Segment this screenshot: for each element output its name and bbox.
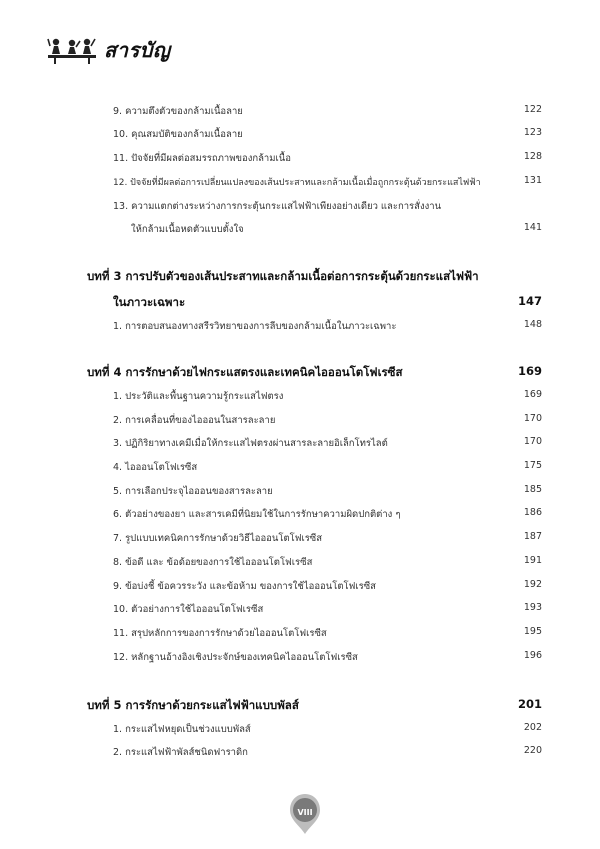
toc-entry-page: 122	[523, 104, 542, 115]
toc-entry-page: 170	[523, 413, 542, 424]
toc-entry: 8. ข้อดี และ ข้อด้อยของการใช้ไอออนโตโฟเรซีส	[113, 557, 313, 568]
chapter-5-title: บทที่ 5 การรักษาด้วยกระแสไฟฟ้าแบบพัลส์	[87, 698, 299, 712]
toc-entry: 2. กระแสไฟฟ้าพัลส์ชนิดฟาราดิก	[113, 747, 248, 758]
chapter-3-title: บทที่ 3 การปรับตัวของเส้นประสาทและกล้ามเนื้อต่อการกระตุ้นด้วยกระแสไฟฟ้า	[87, 269, 479, 283]
toc-entry: 1. การตอบสนองทางสรีรวิทยาของการลีบของกล้ามเนื้อในภาวะเฉพาะ	[113, 321, 397, 332]
toc-entry: 10. คุณสมบัติของกล้ามเนื้อลาย	[113, 129, 243, 140]
toc-entry: 9. ความตึงตัวของกล้ามเนื้อลาย	[113, 106, 243, 117]
toc-entry: 3. ปฏิกิริยาทางเคมีเมื่อให้กระแสไฟตรงผ่านสารละลายอิเล็กโทรไลต์	[113, 438, 388, 449]
toc-entry: 7. รูปแบบเทคนิคการรักษาด้วยวิธีไอออนโตโฟเรซีส	[113, 533, 323, 544]
toc-entry-page: 220	[523, 745, 542, 756]
chapter-5-page: 201	[517, 697, 542, 711]
toc-entry-page: 193	[523, 602, 542, 613]
toc-entry: 12. หลักฐานอ้างอิงเชิงประจักษ์ของเทคนิคไอออนโตโฟเรซีส	[113, 652, 358, 663]
toc-entry-page: 141	[523, 222, 542, 233]
toc-header	[46, 34, 170, 66]
toc-entry-page: 169	[523, 389, 542, 400]
students-at-desk-icon	[46, 35, 98, 65]
toc-entry-page: 131	[523, 175, 542, 186]
toc-entry-page: 196	[523, 650, 542, 661]
toc-entry-page: 195	[523, 626, 542, 637]
toc-entry-page: 128	[523, 151, 542, 162]
toc-entry: 10. ตัวอย่างการใช้ไอออนโตโฟเรซีส	[113, 604, 264, 615]
toc-entry-page: 175	[523, 460, 542, 471]
toc-entry-page: 185	[523, 484, 542, 495]
toc-entry-page: 191	[523, 555, 542, 566]
toc-entry: 5. การเลือกประจุไอออนของสารละลาย	[113, 486, 273, 497]
toc-entry-page: 192	[523, 579, 542, 590]
toc-entry: 11. สรุปหลักการของการรักษาด้วยไอออนโตโฟเรซีส	[113, 628, 327, 639]
chapter-4-page: 169	[517, 364, 542, 378]
page-number: VIII	[297, 808, 313, 817]
chapter-3-title-continued: ในภาวะเฉพาะ	[113, 295, 186, 309]
toc-entry-page: 170	[523, 436, 542, 447]
chapter-4-title: บทที่ 4 การรักษาด้วยไฟกระแสตรงและเทคนิคไอออนโตโฟเรซีส	[87, 365, 403, 379]
toc-entry: 9. ข้อบ่งชี้ ข้อควรระวัง และข้อห้าม ของการใช้ไอออนโตโฟเรซีส	[113, 581, 376, 592]
toc-entry-page: 123	[523, 127, 542, 138]
toc-entry-page: 202	[523, 722, 542, 733]
toc-entry: 6. ตัวอย่างของยา และสารเคมีที่นิยมใช้ในการรักษาความผิดปกติต่าง ๆ	[113, 509, 401, 520]
toc-entry-page: 148	[523, 319, 542, 330]
toc-entry: 13. ความแตกต่างระหว่างการกระตุ้นกระแสไฟฟ้าเพียงอย่างเดียว และการสั่งงาน	[113, 201, 442, 212]
chapter-3-page: 147	[517, 294, 542, 308]
toc-entry: 4. ไอออนโตโฟเรซีส	[113, 462, 198, 473]
toc-entry: 1. ประวัติและพื้นฐานความรู้กระแสไฟตรง	[113, 391, 284, 402]
page-title: สารบัญ	[104, 38, 171, 62]
toc-entry: 2. การเคลื่อนที่ของไอออนในสารละลาย	[113, 415, 276, 426]
toc-entry-page: 187	[523, 531, 542, 542]
toc-entry: 1. กระแสไฟหยุดเป็นช่วงแบบพัลส์	[113, 724, 251, 735]
toc-entry: 11. ปัจจัยที่มีผลต่อสมรรถภาพของกล้ามเนื้อ	[113, 153, 291, 164]
toc-entry: ให้กล้ามเนื้อหดตัวแบบตั้งใจ	[131, 224, 244, 235]
toc-entry-page: 186	[523, 507, 542, 518]
toc-entry: 12. ปัจจัยที่มีผลต่อการเปลี่ยนแปลงของเส้นประสาทและกล้ามเนื้อเมื่อถูกกระตุ้นด้วยกระแสไฟฟ้า	[113, 178, 481, 188]
